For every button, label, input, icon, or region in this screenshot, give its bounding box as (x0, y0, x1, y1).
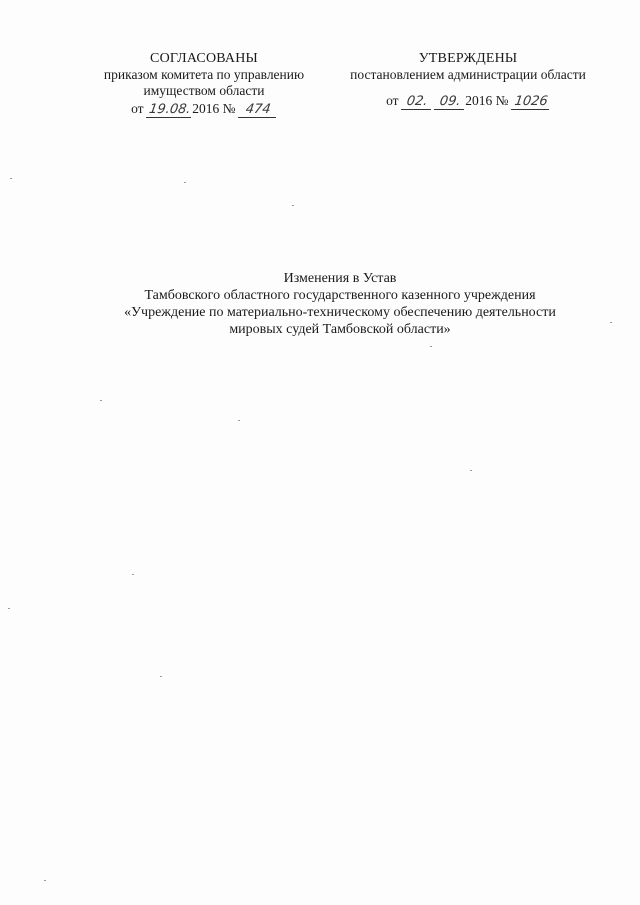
scan-speck (238, 420, 240, 421)
title-institution-name: «Учреждение по материально-техническому обеспечению деятельности (124, 305, 556, 320)
scan-speck (160, 676, 162, 677)
scan-speck (292, 205, 294, 206)
agreed-year-number-label: 2016 № (192, 101, 236, 116)
scan-speck (100, 400, 102, 401)
agreed-date-prefix: от (131, 101, 144, 116)
scan-speck (184, 182, 186, 183)
approved-date-prefix: от (386, 93, 399, 108)
agreed-property-line: имуществом области (143, 83, 265, 98)
approved-heading: УТВЕРЖДЕНЫ (418, 51, 518, 66)
approved-year-number-label: 2016 № (465, 93, 509, 108)
approved-month-handwritten: 09. (434, 95, 466, 110)
approved-day-handwritten: 02. (401, 95, 433, 110)
scan-speck (8, 608, 10, 609)
title-institution-name-end: мировых судей Тамбовской области» (229, 322, 451, 337)
document-title-block (90, 270, 590, 338)
scan-speck (132, 574, 134, 575)
approval-agreed-block (72, 51, 336, 118)
agreed-heading: СОГЛАСОВАНЫ (150, 51, 258, 66)
approved-number-handwritten: 1026 (511, 95, 551, 110)
scan-speck (430, 346, 432, 347)
agreed-date-line (72, 101, 336, 118)
approved-resolution-line: постановлением администрации области (350, 67, 586, 82)
agreed-order-line: приказом комитета по управлению (103, 67, 305, 82)
agreed-number-handwritten: 474 (238, 103, 278, 118)
scan-speck (610, 322, 612, 323)
scan-speck (44, 880, 46, 881)
title-changes-to-charter: Изменения в Устав (283, 271, 397, 286)
scan-speck (10, 178, 12, 179)
agreed-date-handwritten: 19.08. (146, 103, 193, 118)
title-institution-type: Тамбовского областного государственного казенного учреждения (144, 288, 536, 303)
approved-date-line (336, 93, 600, 110)
scan-speck (470, 470, 472, 471)
approval-approved-block (336, 51, 600, 110)
